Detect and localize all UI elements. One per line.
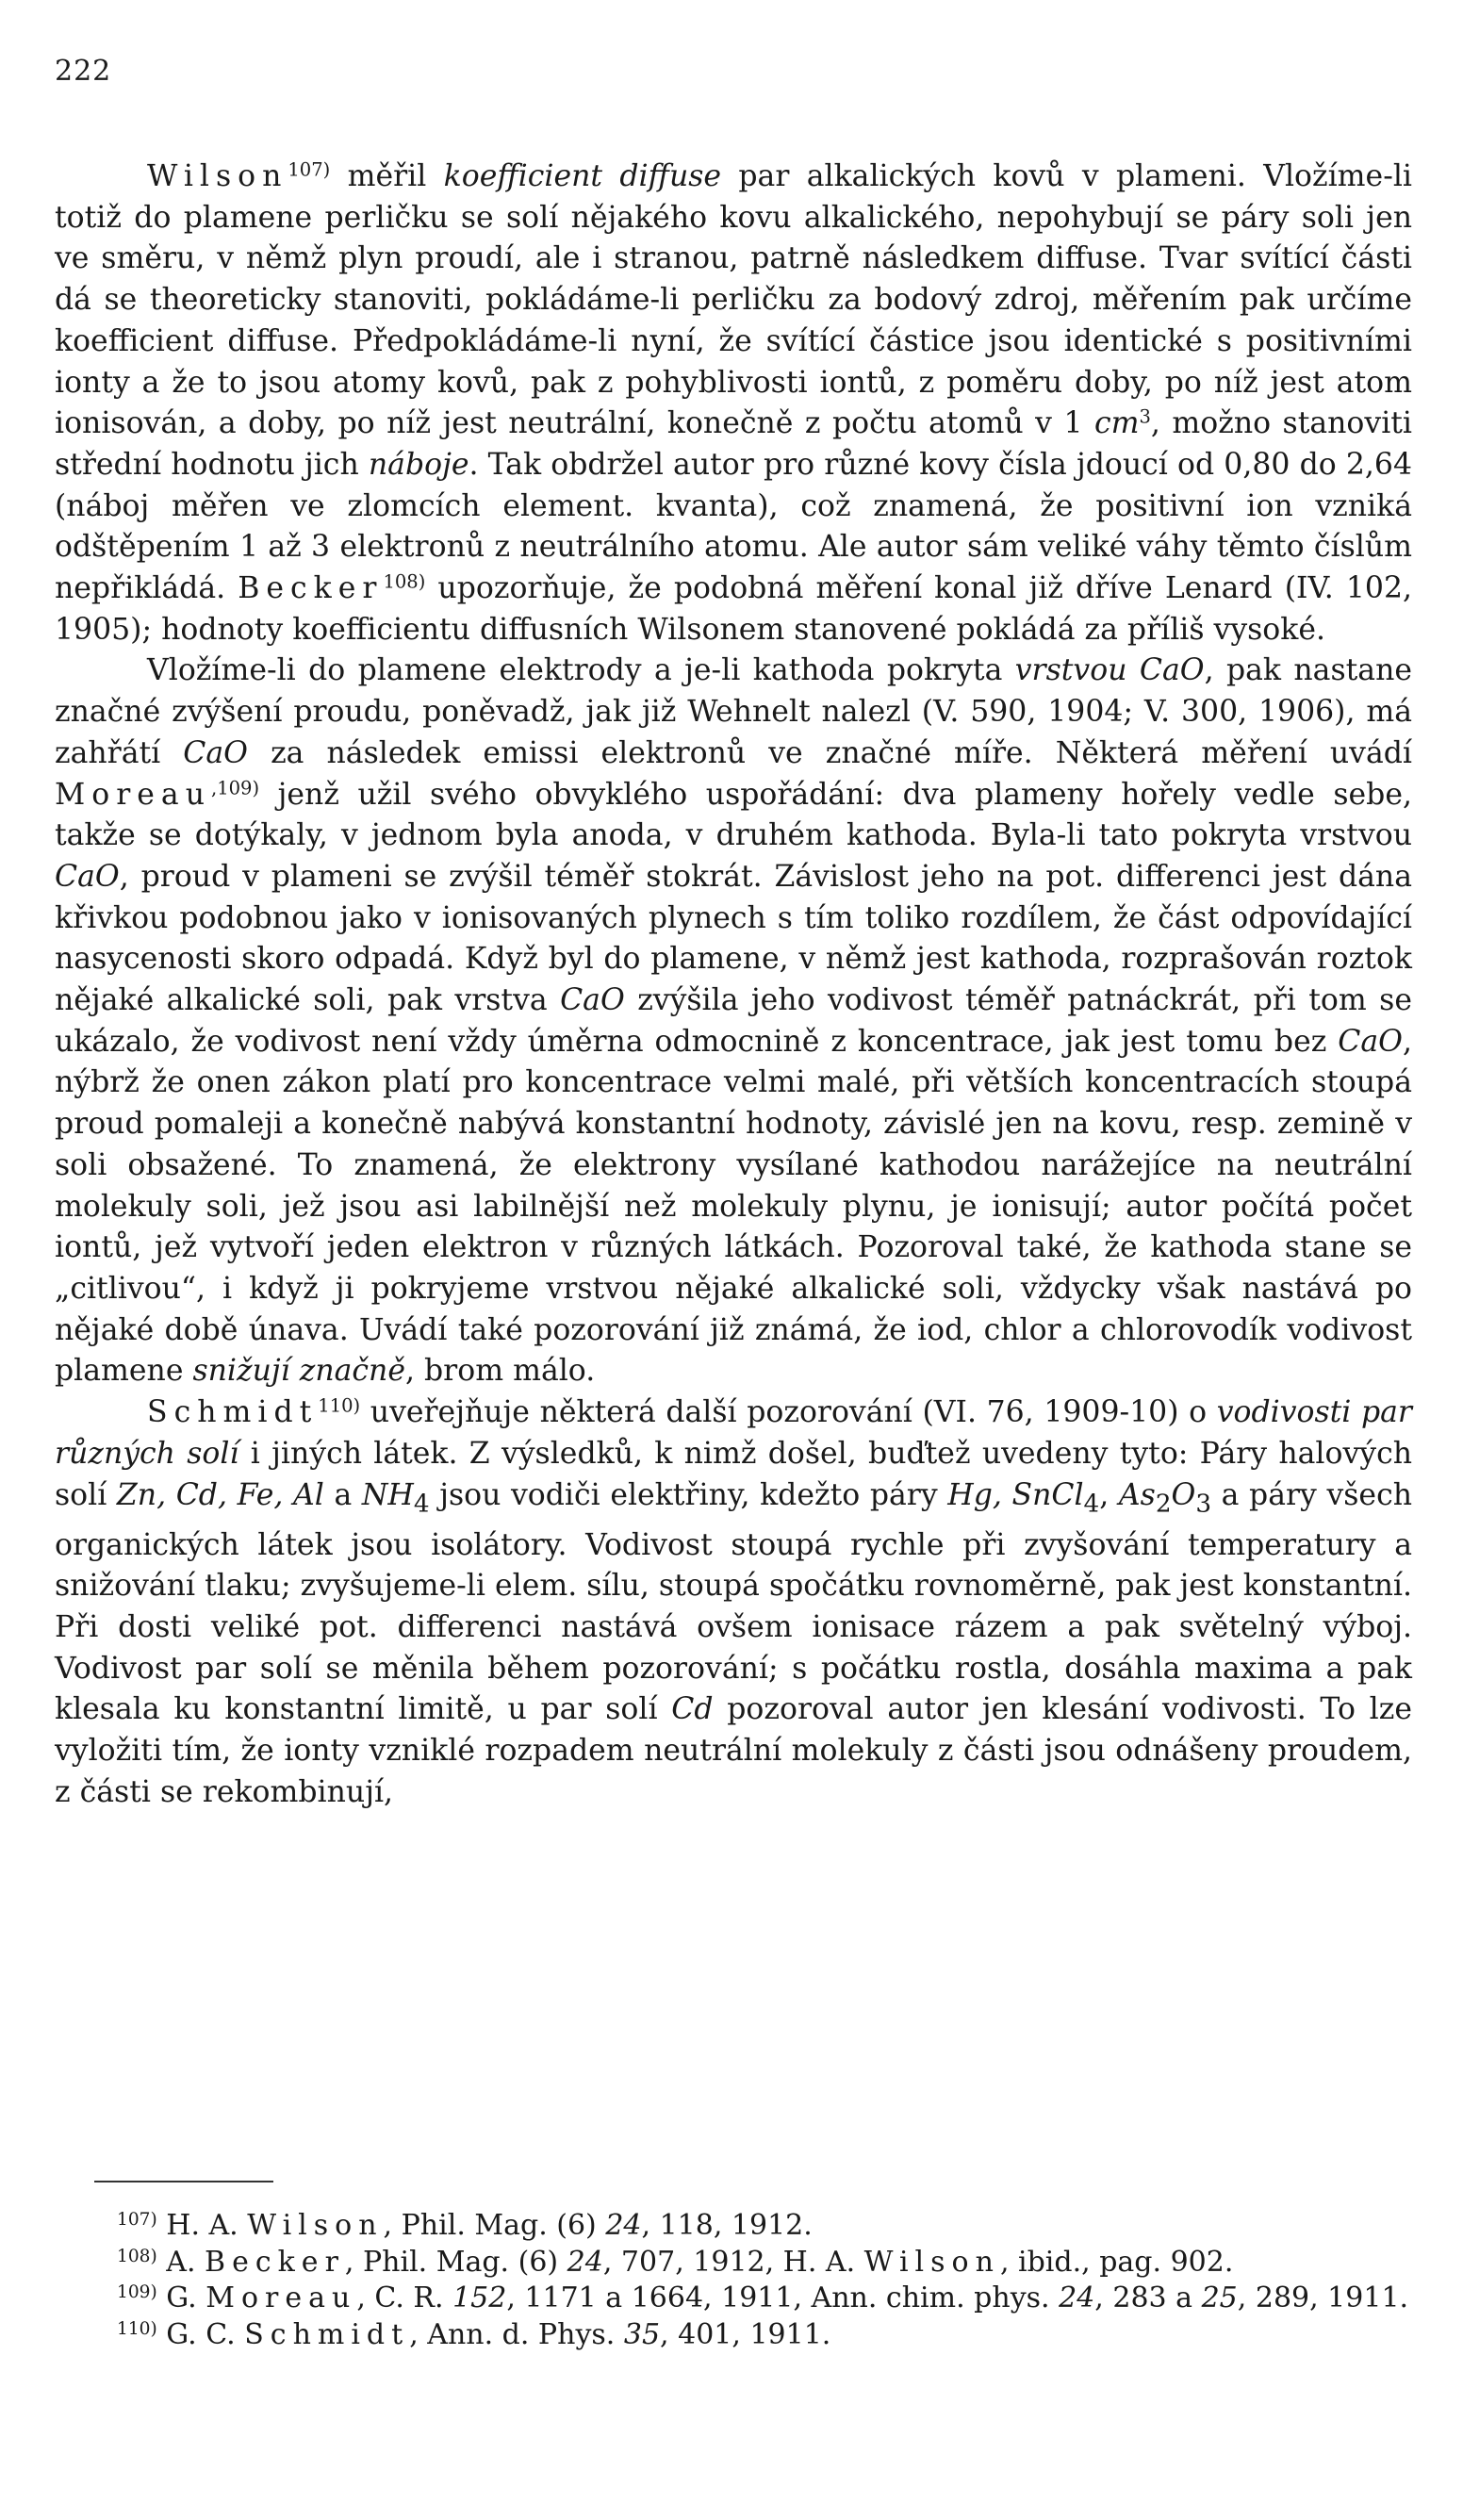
text-run: a bbox=[323, 1477, 362, 1512]
text-run: Vložíme-li do plamene elektrody a je-li kathoda pokryta bbox=[147, 653, 1015, 688]
text-run: , 707, 1912, H. A. bbox=[602, 2245, 864, 2279]
text-run: , bbox=[1099, 1477, 1119, 1512]
text-run: 25 bbox=[1201, 2281, 1238, 2314]
text-run: CaO bbox=[183, 735, 249, 770]
text-run: , 401, 1911. bbox=[660, 2317, 831, 2351]
text-run: , Phil. Mag. (6) bbox=[383, 2209, 606, 2242]
text-run: uveřejňuje některá další pozorování (VI. 76, 1909-10) o bbox=[360, 1395, 1217, 1430]
text-run: , 118, 1912. bbox=[641, 2209, 813, 2242]
reference-marker: 110) bbox=[117, 2318, 157, 2339]
text-run: Wilson bbox=[147, 159, 288, 193]
text-run: , C. R. bbox=[356, 2281, 453, 2314]
text-run: 24 bbox=[567, 2245, 603, 2279]
text-run: 152 bbox=[452, 2281, 507, 2314]
text-run: 24 bbox=[605, 2209, 642, 2242]
reference-marker: 3 bbox=[1139, 405, 1151, 428]
text-run: , brom málo. bbox=[404, 1354, 596, 1389]
body-text bbox=[55, 156, 1412, 1813]
reference-marker: 110) bbox=[318, 1394, 361, 1417]
text-run: , Ann. d. Phys. bbox=[409, 2317, 624, 2351]
page-number: 222 bbox=[55, 55, 112, 88]
subscript: 4 bbox=[1083, 1489, 1100, 1518]
text-run: Becker bbox=[205, 2245, 345, 2279]
text-run: , možno stanoviti střední hodnotu jich bbox=[55, 406, 1413, 482]
footnote-107 bbox=[55, 2208, 1412, 2245]
text-run: , 283 a bbox=[1094, 2281, 1202, 2314]
text-run: upozorňuje, že podobná měření konal již dříve Lenard (IV. 102, 1905); hodnoty koefficientu diffusních Wilsonem stanovené pokládá za příliš vysoké. bbox=[55, 571, 1412, 647]
text-run: . Tak obdržel autor pro různé kovy čísla jdoucí od 0,80 do 2,64 (náboj měřen ve zlomcích element. kvanta), což znamená, že positivní ion vzniká odštěpením 1 až 3 elektronů z neutrálního atomu. Ale autor sám veliké váhy těmto číslům nepřikládá. bbox=[55, 447, 1412, 606]
text-run: , Phil. Mag. (6) bbox=[344, 2245, 567, 2279]
text-run: koefficient diffuse bbox=[443, 159, 722, 193]
text-run: Wilson bbox=[863, 2245, 1000, 2279]
text-run: Hg, SnCl bbox=[947, 1477, 1084, 1512]
text-run: Moreau bbox=[55, 777, 211, 812]
text-run: , proud v plameni se zvýšil téměř stokrát. Závislost jeho na pot. differenci jest dána křivkou podobnou jako v ionisovaných plynech s tím toliko rozdílem, že část odpovídající nasycenosti skoro odpadá. Když byl do plamene, v němž jest kathoda, rozprašován roztok nějaké alkalické soli, pak vrstva bbox=[55, 859, 1412, 1018]
text-run: měřil bbox=[330, 159, 444, 193]
footnotes bbox=[55, 2208, 1412, 2353]
subscript: 4 bbox=[413, 1489, 430, 1518]
text-run: , nýbrž že onen zákon platí pro koncentrace velmi malé, při větších koncentracích stoupá proud pomaleji a konečně nabývá konstantní hodnoty, závislé jen na kovu, resp. zemině v soli obsažené. To znamená, že elektrony vysílané kathodou narážejíce na neutrální molekuly soli, jež jsou asi labilnější než molekuly plynu, je ionisují; autor počítá počet iontů, jež vytvoří jeden elektron v různých látkách. Pozoroval také, že kathoda stane se „citlivou“, i když ji pokryjeme vrstvou nějaké alkalické soli, vždycky však nastává po nějaké době únava. Uvádí také pozorování již známá, že iod, chlor a chlorovodík vodivost plamene bbox=[55, 1024, 1412, 1389]
text-run: H. A. bbox=[156, 2209, 248, 2242]
text-run: Zn, Cd, Fe, Al bbox=[116, 1477, 324, 1512]
reference-marker: 108) bbox=[117, 2246, 157, 2266]
text-run: 35 bbox=[623, 2317, 661, 2351]
text-run: , 1171 a 1664, 1911, Ann. chim. phys. bbox=[506, 2281, 1060, 2314]
text-run: 24 bbox=[1059, 2281, 1095, 2314]
text-run: pozoroval autor jen klesání vodivosti. To lze vyložiti tím, že ionty vzniklé rozpadem neutrální molekuly z části jsou odnášeny proudem, z části se rekombinují, bbox=[55, 1692, 1412, 1809]
text-run: vodivosti par různých solí bbox=[55, 1395, 1412, 1471]
reference-marker: 109) bbox=[117, 2281, 157, 2302]
text-run: Schmidt bbox=[147, 1395, 319, 1430]
text-run: zvýšila jeho vodivost téměř patnáckrát, při tom se ukázalo, že vodivost není vždy úměrna odmocnině z koncentrace, jak jest tomu bez bbox=[55, 983, 1412, 1059]
text-run: CaO bbox=[55, 859, 120, 894]
text-run: , 289, 1911. bbox=[1237, 2281, 1409, 2314]
text-run: As bbox=[1118, 1477, 1156, 1512]
reference-marker: 107) bbox=[288, 158, 331, 181]
paragraph-schmidt bbox=[55, 1392, 1412, 1813]
text-run: snižují značně bbox=[192, 1354, 405, 1389]
text-run: G. bbox=[156, 2281, 206, 2314]
reference-marker: 108) bbox=[383, 570, 426, 593]
text-run: par alkalických kovů v plameni. Vložíme-li totiž do plamene perličku se solí nějakého kovu alkalického, nepohybují se páry soli jen ve směru, v němž plyn proudí, ale i stranou, patrně následkem diffuse. Tvar svítící části dá se theoreticky stanoviti, pokládáme-li perličku za bodový zdroj, měřením pak určíme koefficient diffuse. Předpokládáme-li nyní, že svítící částice jsou identické s positivními ionty a že to jsou atomy kovů, pak z pohyblivosti iontů, z poměru doby, po níž jest atom ionisován, a doby, po níž jest neutrální, konečně z počtu atomů v 1 bbox=[55, 159, 1412, 441]
text-run: jenž užil svého obvyklého uspořádání: dva plameny hořely vedle sebe, takže se dotýkaly, v jednom byla anoda, v druhém kathoda. Byla-li tato pokryta vrstvou bbox=[55, 777, 1412, 853]
text-run: CaO bbox=[560, 983, 625, 1018]
text-run: G. C. bbox=[156, 2317, 245, 2351]
subscript: 2 bbox=[1155, 1489, 1172, 1518]
text-run: náboje bbox=[368, 447, 469, 482]
paragraph-wilson bbox=[55, 156, 1412, 651]
footnote-divider bbox=[94, 2181, 273, 2182]
text-run: NH bbox=[361, 1477, 414, 1512]
text-run: A. bbox=[156, 2245, 205, 2279]
reference-marker: ,109) bbox=[211, 776, 260, 799]
text-run: CaO bbox=[1338, 1024, 1403, 1059]
footnote-108 bbox=[55, 2245, 1412, 2281]
subscript: 3 bbox=[1195, 1489, 1212, 1518]
text-run: , pak nastane značné zvýšení proudu, poněvadž, jak již Wehnelt nalezl (V. 590, 1904; V. 300, 1906), má zahřátí bbox=[55, 653, 1412, 770]
text-run: Becker bbox=[238, 571, 384, 606]
text-run: a páry všech organických látek jsou isolátory. Vodivost stoupá rychle při zvyšování temperatury a snižování tlaku; zvyšujeme-li elem. sílu, stoupá spočátku rovnoměrně, pak jest konstantní. Při dosti veliké pot. differenci nastává ovšem ionisace rázem a pak světelný výboj. Vodivost par solí se měnila během pozorování; s počátku rostla, dosáhla maxima a pak klesala ku konstantní limitě, u par solí bbox=[55, 1477, 1412, 1727]
reference-marker: 107) bbox=[117, 2209, 157, 2230]
text-run: i jiných látek. Z výsledků, k nimž došel, buďtež uvedeny tyto: Páry halových solí bbox=[55, 1436, 1412, 1512]
text-run: , ibid., pag. 902. bbox=[999, 2245, 1234, 2279]
text-run: jsou vodiči elektřiny, kdežto páry bbox=[429, 1477, 948, 1512]
text-run: Cd bbox=[671, 1692, 714, 1727]
text-run: O bbox=[1171, 1477, 1196, 1512]
text-run: Wilson bbox=[247, 2209, 384, 2242]
text-run: Moreau bbox=[205, 2281, 357, 2314]
paragraph-kathoda bbox=[55, 651, 1412, 1392]
text-run: cm bbox=[1093, 406, 1140, 441]
text-run: Schmidt bbox=[244, 2317, 410, 2351]
text-run: vrstvou CaO bbox=[1014, 653, 1205, 688]
text-run: za následek emissi elektronů ve značné míře. Některá měření uvádí bbox=[248, 735, 1412, 770]
footnote-109 bbox=[55, 2281, 1412, 2317]
footnote-110 bbox=[55, 2317, 1412, 2354]
